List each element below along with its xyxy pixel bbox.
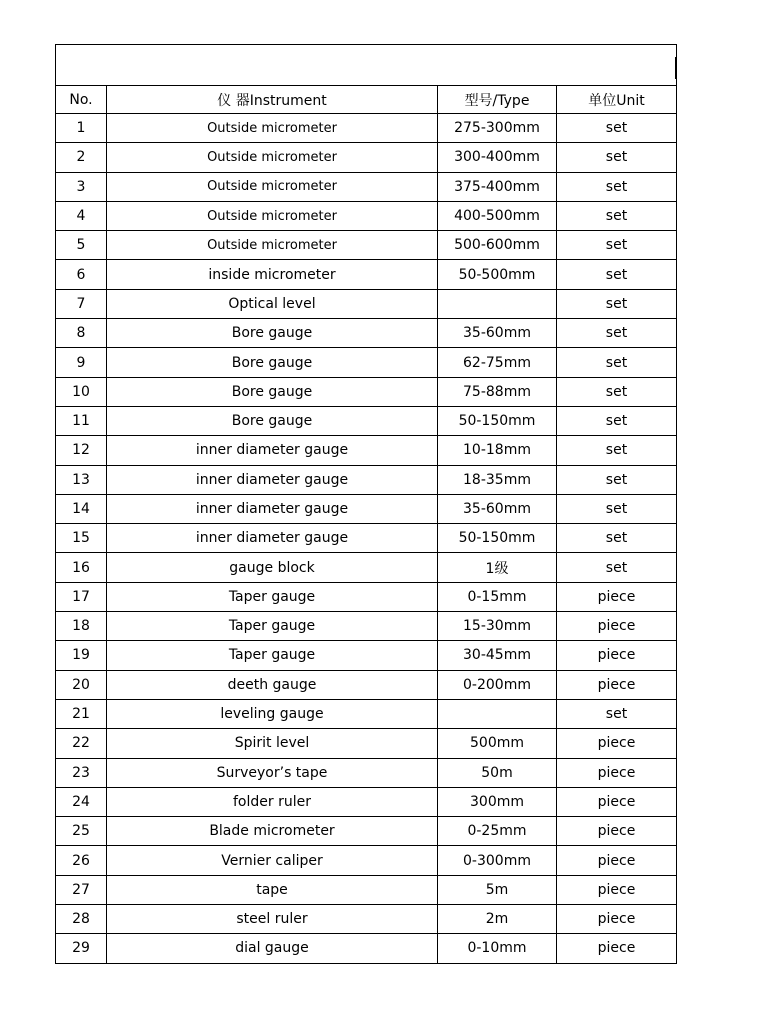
cell-unit[interactable]: piece [557,612,677,641]
cell-type[interactable]: 0-25mm [438,817,557,846]
cell-no[interactable]: 22 [56,729,107,758]
cell-type[interactable]: 500mm [438,729,557,758]
cell-unit[interactable]: set [557,465,677,494]
table-row [56,319,677,348]
cell-unit[interactable]: set [557,172,677,201]
cell-unit[interactable]: set [557,348,677,377]
cell-type[interactable]: 300-400mm [438,143,557,172]
table-row [56,377,677,406]
header-unit: 单位Unit [557,86,677,114]
cell-unit[interactable]: set [557,289,677,318]
cell-no[interactable]: 23 [56,758,107,787]
cell-unit[interactable]: set [557,699,677,728]
cell-unit[interactable]: piece [557,846,677,875]
cell-unit[interactable]: piece [557,934,677,963]
cell-type[interactable] [438,699,557,728]
cell-type[interactable]: 50m [438,758,557,787]
cell-instrument[interactable]: Bore gauge [107,348,438,377]
cell-type[interactable]: 50-150mm [438,406,557,435]
cell-unit[interactable]: piece [557,582,677,611]
cell-instrument[interactable]: deeth gauge [107,670,438,699]
cell-instrument[interactable]: Optical level [107,289,438,318]
cell-type[interactable]: 1级 [438,553,557,582]
cell-no[interactable]: 3 [56,172,107,201]
table-row [56,699,677,728]
cell-no[interactable]: 8 [56,319,107,348]
instrument-sheet [55,44,676,964]
cell-type[interactable]: 50-500mm [438,260,557,289]
cell-no[interactable]: 25 [56,817,107,846]
cell-instrument[interactable]: inner diameter gauge [107,524,438,553]
cell-type[interactable]: 5m [438,875,557,904]
cell-unit[interactable]: set [557,319,677,348]
table-row [56,641,677,670]
cell-type[interactable]: 18-35mm [438,465,557,494]
table-row [56,201,677,230]
table-row [56,289,677,318]
cell-unit[interactable]: set [557,377,677,406]
table-row [56,524,677,553]
cell-instrument[interactable]: folder ruler [107,787,438,816]
cell-unit[interactable]: piece [557,905,677,934]
cell-no[interactable]: 11 [56,406,107,435]
cell-no[interactable]: 27 [56,875,107,904]
table-row [56,172,677,201]
table-row [56,787,677,816]
cell-no[interactable]: 4 [56,201,107,230]
cell-no[interactable]: 24 [56,787,107,816]
table-row [56,260,677,289]
cell-instrument[interactable]: gauge block [107,553,438,582]
cell-type[interactable]: 500-600mm [438,231,557,260]
cell-instrument[interactable]: Spirit level [107,729,438,758]
cell-instrument[interactable]: Bore gauge [107,377,438,406]
cell-no[interactable]: 12 [56,436,107,465]
cell-instrument[interactable]: Taper gauge [107,641,438,670]
table-row [56,143,677,172]
cell-no[interactable]: 18 [56,612,107,641]
cell-type[interactable]: 275-300mm [438,114,557,143]
text-cursor [675,57,676,79]
cell-unit[interactable]: piece [557,729,677,758]
table-row [56,670,677,699]
cell-type[interactable]: 50-150mm [438,524,557,553]
header-no: No. [56,86,107,114]
cell-type[interactable]: 375-400mm [438,172,557,201]
cell-instrument[interactable]: inside micrometer [107,260,438,289]
cell-instrument[interactable]: steel ruler [107,905,438,934]
cell-no[interactable]: 7 [56,289,107,318]
cell-unit[interactable]: set [557,260,677,289]
cell-instrument[interactable]: Taper gauge [107,582,438,611]
table-row [56,465,677,494]
instrument-table [55,44,677,964]
table-row [56,406,677,435]
cell-unit[interactable]: piece [557,670,677,699]
cell-unit[interactable]: piece [557,787,677,816]
cell-instrument[interactable]: Bore gauge [107,319,438,348]
cell-no[interactable]: 20 [56,670,107,699]
table-row [56,436,677,465]
cell-instrument[interactable]: inner diameter gauge [107,494,438,523]
cell-no[interactable]: 6 [56,260,107,289]
table-row [56,817,677,846]
cell-unit[interactable]: set [557,406,677,435]
table-body [56,114,677,964]
cell-instrument[interactable]: tape [107,875,438,904]
cell-no[interactable]: 2 [56,143,107,172]
cell-instrument[interactable]: inner diameter gauge [107,436,438,465]
table-row [56,905,677,934]
table-row [56,846,677,875]
table-row [56,612,677,641]
cell-instrument[interactable]: Outside micrometer [107,172,438,201]
table-row [56,934,677,963]
cell-type[interactable]: 75-88mm [438,377,557,406]
cell-type[interactable]: 300mm [438,787,557,816]
cell-type[interactable]: 0-200mm [438,670,557,699]
cell-instrument[interactable]: Outside micrometer [107,201,438,230]
cell-unit[interactable]: piece [557,817,677,846]
cell-instrument[interactable]: Outside micrometer [107,114,438,143]
cell-no[interactable]: 13 [56,465,107,494]
cell-unit[interactable]: set [557,436,677,465]
cell-unit[interactable]: piece [557,758,677,787]
cell-instrument[interactable]: Bore gauge [107,406,438,435]
cell-no[interactable]: 15 [56,524,107,553]
cell-unit[interactable]: piece [557,641,677,670]
cell-no[interactable]: 29 [56,934,107,963]
title-row [56,45,677,86]
cell-type[interactable]: 400-500mm [438,201,557,230]
cell-unit[interactable]: set [557,114,677,143]
cell-instrument[interactable]: Taper gauge [107,612,438,641]
cell-type[interactable]: 0-15mm [438,582,557,611]
table-row [56,348,677,377]
cell-type[interactable]: 2m [438,905,557,934]
table-row [56,494,677,523]
table-row [56,582,677,611]
cell-no[interactable]: 10 [56,377,107,406]
cell-instrument[interactable]: Blade micrometer [107,817,438,846]
cell-type[interactable] [438,289,557,318]
table-row [56,553,677,582]
cell-unit[interactable]: set [557,494,677,523]
table-title-cell[interactable] [56,45,677,86]
cell-type[interactable]: 10-18mm [438,436,557,465]
cell-instrument[interactable]: Outside micrometer [107,143,438,172]
cell-no[interactable]: 21 [56,699,107,728]
cell-type[interactable]: 0-300mm [438,846,557,875]
cell-type[interactable]: 62-75mm [438,348,557,377]
cell-instrument[interactable]: Outside micrometer [107,231,438,260]
cell-type[interactable]: 15-30mm [438,612,557,641]
cell-type[interactable]: 35-60mm [438,319,557,348]
cell-no[interactable]: 16 [56,553,107,582]
cell-instrument[interactable]: inner diameter gauge [107,465,438,494]
cell-instrument[interactable]: dial gauge [107,934,438,963]
cell-instrument[interactable]: Vernier caliper [107,846,438,875]
cell-type[interactable]: 35-60mm [438,494,557,523]
table-row [56,758,677,787]
cell-unit[interactable]: set [557,201,677,230]
cell-unit[interactable]: set [557,553,677,582]
cell-type[interactable]: 0-10mm [438,934,557,963]
header-instrument: 仪 器Instrument [107,86,438,114]
table-row [56,114,677,143]
cell-no[interactable]: 26 [56,846,107,875]
table-row [56,729,677,758]
cell-type[interactable]: 30-45mm [438,641,557,670]
cell-unit[interactable]: set [557,524,677,553]
cell-instrument[interactable]: Surveyor’s tape [107,758,438,787]
cell-no[interactable]: 9 [56,348,107,377]
cell-unit[interactable]: piece [557,875,677,904]
table-row [56,875,677,904]
cell-no[interactable]: 17 [56,582,107,611]
header-row [56,86,677,114]
cell-no[interactable]: 5 [56,231,107,260]
cell-no[interactable]: 19 [56,641,107,670]
cell-no[interactable]: 14 [56,494,107,523]
header-type: 型号/Type [438,86,557,114]
cell-instrument[interactable]: leveling gauge [107,699,438,728]
cell-no[interactable]: 28 [56,905,107,934]
table-row [56,231,677,260]
cell-unit[interactable]: set [557,143,677,172]
cell-unit[interactable]: set [557,231,677,260]
cell-no[interactable]: 1 [56,114,107,143]
